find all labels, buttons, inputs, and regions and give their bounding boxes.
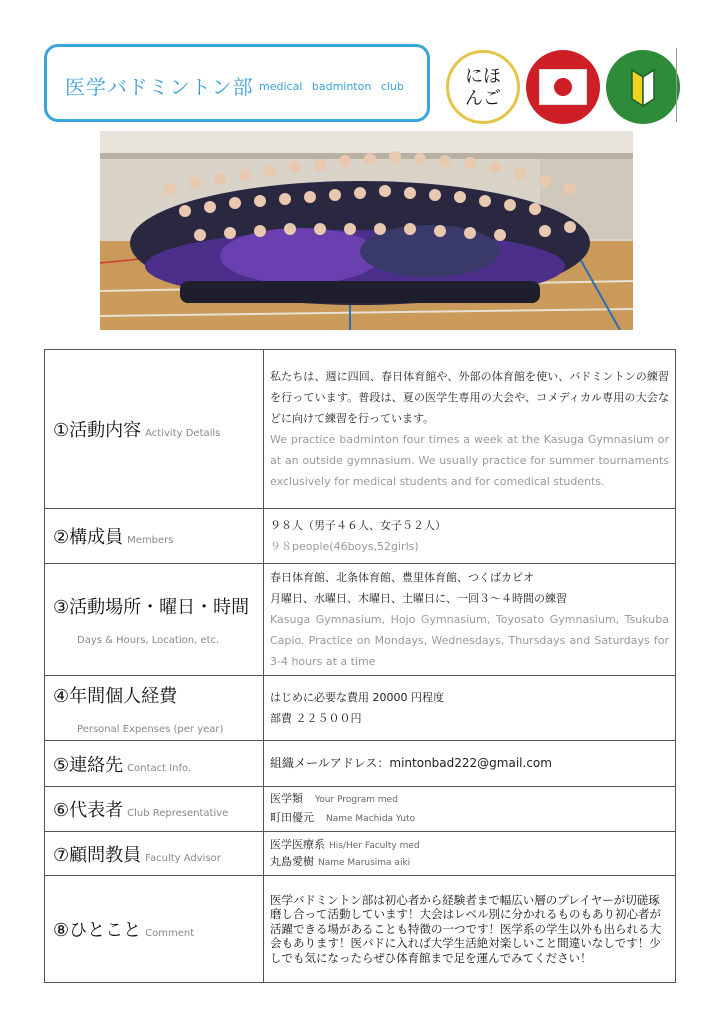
advisor-name: 丸島愛樹 [270, 854, 314, 868]
rep-name-en: Name Machida Yuto [326, 814, 416, 824]
label-representative-en: Club Representative [127, 808, 229, 819]
beginner-mark-icon [606, 50, 680, 124]
club-title: 医学バドミントン部 [65, 75, 254, 99]
row-number: ⑦ [53, 844, 70, 866]
row-representative [45, 787, 676, 832]
location-days: 月曜日、水曜日、木曜日、土曜日に、一回３～４時間の練習 [270, 592, 567, 605]
members-text-en: ９８people(46boys,52girls) [270, 540, 419, 553]
nihongo-line-2: んご [465, 88, 501, 109]
location-venues: 春日体育館、北条体育館、豊里体育館、つくばカピオ [270, 571, 534, 584]
club-info-table [44, 349, 676, 983]
nihongo-badge [446, 50, 520, 124]
contact-email[interactable]: 組織メールアドレス：mintonbad222@gmail.com [270, 756, 552, 770]
row-activity [45, 350, 676, 509]
label-activity: 活動内容 [69, 420, 142, 441]
team-group-photo [100, 131, 633, 330]
advisor-faculty-en: His/Her Faculty med [329, 840, 420, 851]
label-activity-en: Activity Details [145, 428, 221, 439]
expenses-fee: 部費 ２２５００円 [270, 712, 362, 725]
row-comment [45, 876, 676, 983]
club-title-english: medical badminton club [259, 80, 404, 93]
row-number: ④ [53, 685, 70, 707]
location-text-en: Kasuga Gymnasium, Hojo Gymnasium, Toyosato Gymnasium, Tsukuba Capio. Practice on Mondays, Wednesdays, Thursdays and Saturdays for 3-4 hours at a time [270, 613, 669, 668]
row-number: ① [53, 420, 70, 441]
row-number: ⑥ [53, 800, 70, 821]
row-number: ② [53, 527, 70, 548]
label-comment-en: Comment [145, 928, 195, 939]
expenses-initial: はじめに必要な費用 20000 円程度 [270, 691, 444, 704]
activity-text-en: We practice badminton four times a week at the Kasuga Gymnasium or at an outside gymnasium. We usually practice for summer tournaments exclusively for medical students and for comedical students. [270, 433, 669, 488]
label-location: 活動場所・曜日・時間 [69, 597, 250, 618]
row-contact [45, 741, 676, 787]
activity-text-ja: 私たちは、週に四回、春日体育館や、外部の体育館を使い、バドミントンの練習を行っています。普段は、夏の医学生専用の大会や、コメディカル専用の大会などに向けて練習を行っています。 [270, 370, 669, 425]
divider [676, 48, 677, 122]
label-contact-en: Contact Info. [127, 762, 192, 774]
row-number: ③ [53, 597, 70, 618]
rep-name: 町田優元 [270, 811, 314, 824]
row-expenses [45, 676, 676, 741]
row-advisor [45, 832, 676, 876]
row-number: ⑤ [53, 754, 70, 776]
label-expenses-en: Personal Expenses (per year) [77, 723, 224, 735]
label-contact: 連絡先 [69, 754, 124, 776]
japan-flag-icon [526, 50, 600, 124]
rep-program: 医学類 [270, 792, 303, 805]
label-location-en: Days & Hours, Location, etc. [77, 635, 220, 646]
advisor-name-en: Name Marusima aiki [318, 857, 411, 868]
label-expenses: 年間個人経費 [69, 685, 178, 707]
label-advisor: 顧問教員 [69, 844, 142, 866]
label-representative: 代表者 [69, 800, 124, 821]
advisor-faculty: 医学医療系 [270, 837, 325, 851]
label-advisor-en: Faculty Advisor [145, 852, 221, 864]
label-comment: ひとこと [69, 920, 142, 941]
comment-text: 医学バドミントン部は初心者から経験者まで幅広い層のプレイヤーが切磋琢磨し合って活動しています！大会はレベル別に分かれるものもあり初心者が活躍できる場があることも特徴の一つです！医学系の学生以外も出られる大会もあります！医バドに入れば大学生活絶対楽しいこと間違いなしです！少しでも気になったらぜひ体育館まで足を運んでみてください！ [270, 892, 661, 965]
title-box [44, 44, 430, 122]
row-location [45, 564, 676, 676]
row-members [45, 509, 676, 564]
members-text-ja: ９８人（男子４６人、女子５２人） [270, 519, 446, 532]
label-members-en: Members [127, 535, 174, 546]
rep-program-en: Your Program med [315, 795, 398, 805]
row-number: ⑧ [53, 920, 70, 941]
nihongo-line-1: にほ [465, 66, 501, 87]
label-members: 構成員 [69, 527, 124, 548]
